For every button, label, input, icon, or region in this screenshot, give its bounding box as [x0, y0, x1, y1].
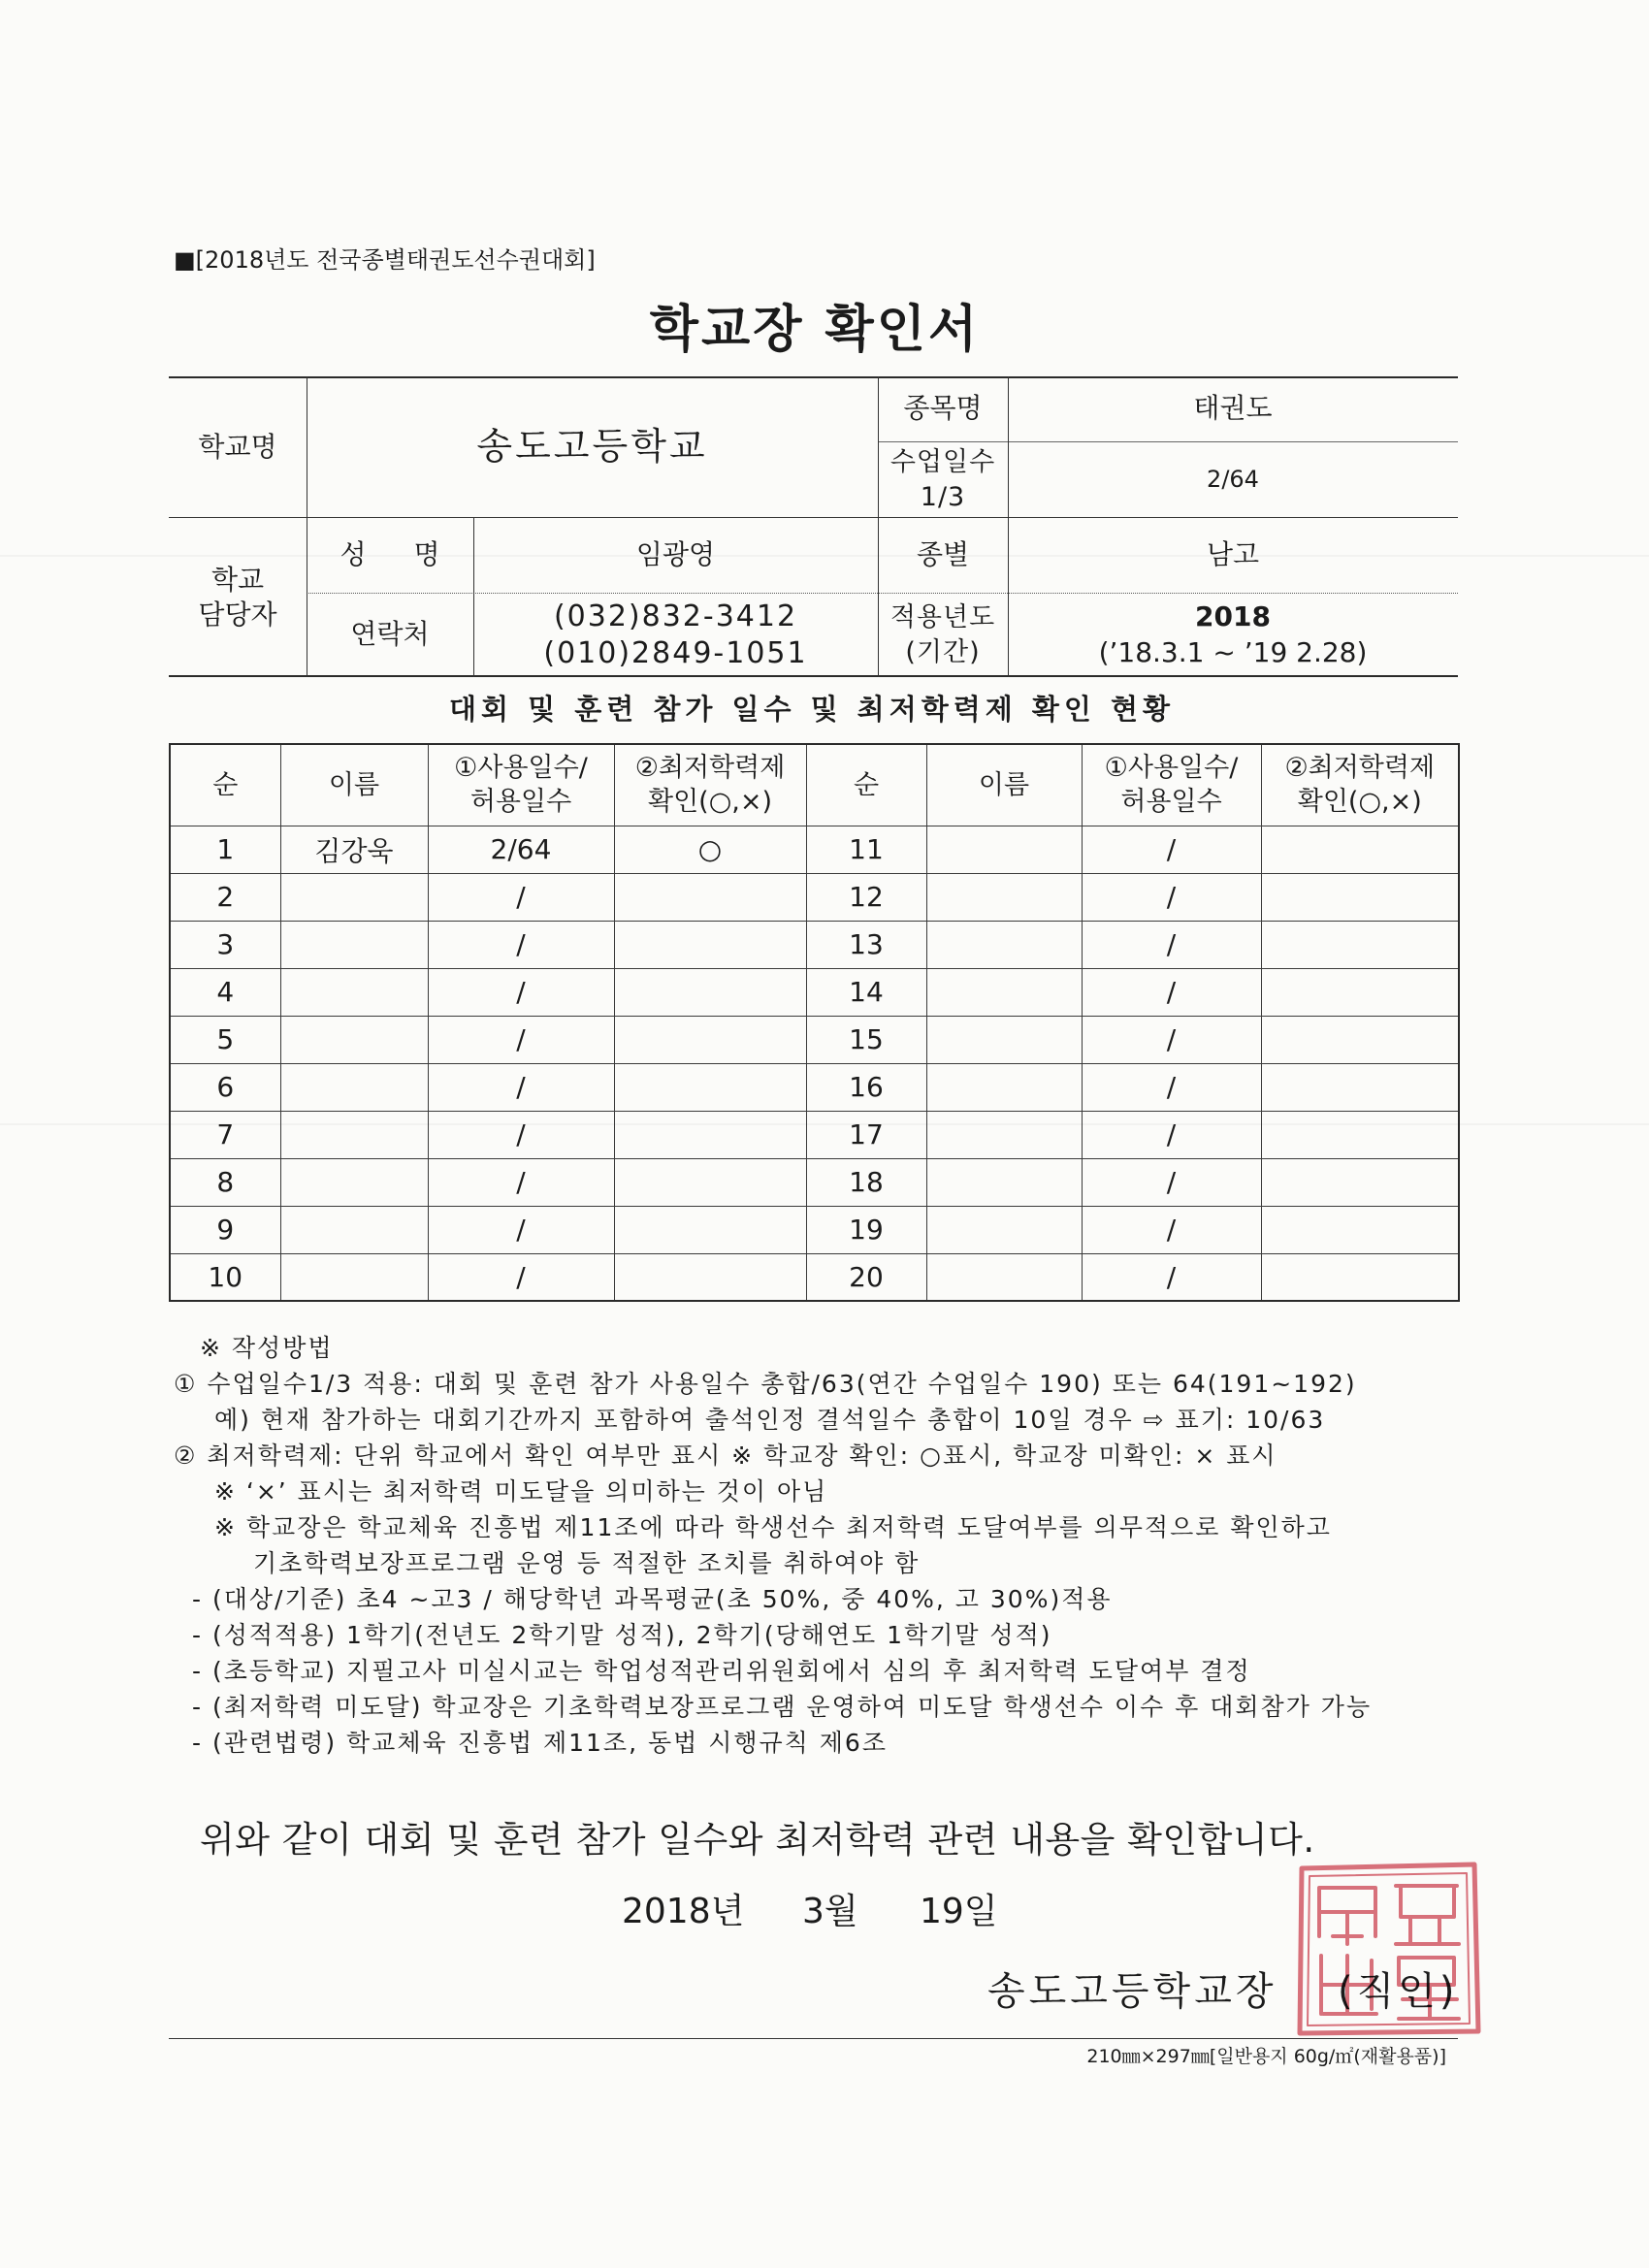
instructions-heading: ※ 작성방법 — [200, 1334, 334, 1362]
row-number: 17 — [806, 1111, 926, 1158]
row-number: 18 — [806, 1158, 926, 1206]
manager-label-line1: 학교 — [210, 563, 265, 596]
phone-mobile: (010)2849-1051 — [543, 635, 808, 670]
min-academic-check-cell — [1261, 1063, 1459, 1111]
note-line: ① 수업일수1/3 적용: 대회 및 훈련 참가 사용일수 총합/63(연간 수업일수 190) 또는 64(191~192) — [174, 1370, 1357, 1398]
table-header-row — [170, 744, 1459, 826]
days-used-cell: / — [1082, 1253, 1261, 1301]
days-used-cell: / — [428, 1206, 614, 1253]
min-academic-check-cell — [614, 1206, 806, 1253]
min-academic-check-cell — [1261, 1016, 1459, 1063]
days-used-cell: / — [1082, 1158, 1261, 1206]
contact-value — [473, 593, 878, 677]
days-used-cell: / — [428, 873, 614, 921]
date-day: 19일 — [920, 1892, 998, 1931]
min-academic-check-cell — [614, 1158, 806, 1206]
header-days — [1082, 744, 1261, 826]
student-name-cell — [280, 1206, 428, 1253]
note-line: 기초학력보장프로그램 운영 등 적절한 조치를 취하여야 함 — [253, 1549, 921, 1577]
min-academic-check-cell — [1261, 873, 1459, 921]
row-number: 6 — [170, 1063, 280, 1111]
student-name-cell — [280, 921, 428, 968]
row-number: 19 — [806, 1206, 926, 1253]
table-row — [170, 1253, 1459, 1301]
school-info-table — [169, 376, 1458, 677]
status-section-title: 대회 및 훈련 참가 일수 및 최저학력제 확인 현황 — [448, 693, 1176, 726]
row-number: 13 — [806, 921, 926, 968]
note-line: - (대상/기준) 초4 ~고3 / 해당학년 과목평균(초 50%, 중 40%, 고 30%)적용 — [192, 1585, 1113, 1613]
note-line: - (성적적용) 1학기(전년도 2학기말 성적), 2학기(당해연도 1학기말 성적) — [192, 1621, 1052, 1649]
min-academic-check-cell — [614, 921, 806, 968]
student-name-cell — [926, 826, 1082, 873]
student-name-cell: 김강욱 — [280, 826, 428, 873]
days-used-cell: / — [1082, 921, 1261, 968]
days-used-cell: / — [1082, 968, 1261, 1016]
days-used-cell: / — [428, 1063, 614, 1111]
days-used-cell: 2/64 — [428, 826, 614, 873]
row-number: 12 — [806, 873, 926, 921]
header-days-line2: 허용일수 — [1120, 787, 1222, 818]
table-row — [170, 1063, 1459, 1111]
row-number: 16 — [806, 1063, 926, 1111]
manager-label-line2: 담당자 — [198, 599, 277, 631]
school-name-value: 송도고등학교 — [476, 425, 708, 469]
days-used-cell: / — [1082, 873, 1261, 921]
days-used-cell: / — [428, 1158, 614, 1206]
min-academic-check-cell — [1261, 1206, 1459, 1253]
student-name-cell — [280, 1063, 428, 1111]
student-name-cell — [926, 1016, 1082, 1063]
min-academic-check-cell: ○ — [614, 826, 806, 873]
min-academic-check-cell — [614, 1253, 806, 1301]
header-days-line1: ①사용일수/ — [454, 753, 588, 784]
note-line: ② 최저학력제: 단위 학교에서 확인 여부만 표시 ※ 학교장 확인: ○표시, 학교장 미확인: × 표시 — [174, 1442, 1277, 1470]
row-number: 8 — [170, 1158, 280, 1206]
sport-value: 태권도 — [1193, 392, 1273, 425]
row-number: 15 — [806, 1016, 926, 1063]
student-name-cell — [280, 1111, 428, 1158]
min-academic-check-cell — [1261, 826, 1459, 873]
student-name-cell — [280, 968, 428, 1016]
table-row — [170, 1016, 1459, 1063]
note-line: ※ 학교장은 학교체육 진흥법 제11조에 따라 학생선수 최저학력 도달여부를 의무적으로 확인하고 — [214, 1513, 1332, 1541]
year-value — [1008, 593, 1458, 677]
row-number: 4 — [170, 968, 280, 1016]
row-number: 11 — [806, 826, 926, 873]
row-number: 1 — [170, 826, 280, 873]
min-academic-check-cell — [1261, 1111, 1459, 1158]
category-label: 종별 — [916, 538, 970, 571]
days-used-cell: / — [1082, 1111, 1261, 1158]
date-month: 3월 — [802, 1892, 858, 1931]
bottom-rule — [169, 2038, 1458, 2039]
principal-signature: 송도고등학교장 — [987, 1969, 1277, 2014]
min-academic-check-cell — [1261, 1253, 1459, 1301]
note-line: ※ ‘×’ 표시는 최저학력 미도달을 의미하는 것이 아님 — [214, 1477, 828, 1506]
header-days-line1: ①사용일수/ — [1104, 753, 1239, 784]
days-used-cell: / — [428, 1016, 614, 1063]
row-number: 5 — [170, 1016, 280, 1063]
table-row — [170, 1206, 1459, 1253]
manager-label — [169, 518, 307, 677]
table-row — [170, 921, 1459, 968]
student-name-cell — [280, 1253, 428, 1301]
sport-label: 종목명 — [903, 392, 983, 425]
student-name-cell — [926, 968, 1082, 1016]
row-number: 2 — [170, 873, 280, 921]
student-name-cell — [926, 921, 1082, 968]
header-no: 순 — [170, 744, 280, 826]
header-name: 이름 — [280, 744, 428, 826]
category-value: 남고 — [1206, 538, 1260, 571]
school-days-label — [878, 441, 1008, 518]
row-number: 3 — [170, 921, 280, 968]
min-academic-check-cell — [1261, 968, 1459, 1016]
school-days-value: 2/64 — [1207, 465, 1259, 493]
seal-label: (직인) — [1338, 1969, 1459, 2014]
person-name-label: 성 명 — [340, 538, 440, 571]
days-used-cell: / — [428, 968, 614, 1016]
days-used-cell: / — [428, 1111, 614, 1158]
school-name-label: 학교명 — [198, 430, 277, 463]
row-number: 7 — [170, 1111, 280, 1158]
header-check-line2: 확인(○,×) — [648, 787, 772, 818]
header-check-line1: ②최저학력제 — [634, 753, 786, 784]
year-label — [878, 593, 1008, 677]
year-number: 2018 — [1195, 600, 1271, 633]
header-no: 순 — [806, 744, 926, 826]
paper-spec-footer: 210㎜×297㎜[일반용지 60g/㎡(재활용품)] — [1086, 2046, 1446, 2067]
table-row — [170, 873, 1459, 921]
document-title: 학교장 확인서 — [649, 301, 981, 359]
instructions-block — [174, 1330, 1609, 1761]
student-name-cell — [926, 1111, 1082, 1158]
note-line: - (최저학력 미도달) 학교장은 기초학력보장프로그램 운영하여 미도달 학생선수 이수 후 대회참가 가능 — [192, 1693, 1373, 1721]
table-row — [170, 968, 1459, 1016]
min-academic-check-cell — [614, 968, 806, 1016]
note-line: 예) 현재 참가하는 대회기간까지 포함하여 출석인정 결석일수 총합이 10일 경우 ⇨ 표기: 10/63 — [214, 1406, 1326, 1434]
note-line: - (초등학교) 지필고사 미실시교는 학업성적관리위원회에서 심의 후 최저학력 도달여부 결정 — [192, 1657, 1251, 1685]
student-name-cell — [926, 873, 1082, 921]
participation-status-table — [169, 743, 1460, 1302]
event-header-label: ■[2018년도 전국종별태권도선수권대회] — [174, 246, 596, 274]
days-used-cell: / — [1082, 1206, 1261, 1253]
min-academic-check-cell — [614, 1063, 806, 1111]
header-days-line2: 허용일수 — [469, 787, 572, 818]
header-check-line2: 확인(○,×) — [1297, 787, 1422, 818]
table-row — [170, 1111, 1459, 1158]
student-name-cell — [280, 1158, 428, 1206]
days-used-cell: / — [1082, 1016, 1261, 1063]
student-name-cell — [280, 873, 428, 921]
note-line: - (관련법령) 학교체육 진흥법 제11조, 동법 시행규칙 제6조 — [192, 1729, 888, 1757]
min-academic-check-cell — [1261, 1158, 1459, 1206]
confirmation-statement: 위와 같이 대회 및 훈련 참가 일수와 최저학력 관련 내용을 확인합니다. — [200, 1819, 1315, 1861]
header-name: 이름 — [926, 744, 1082, 826]
student-name-cell — [280, 1016, 428, 1063]
min-academic-check-cell — [1261, 921, 1459, 968]
days-used-cell: / — [1082, 1063, 1261, 1111]
student-name-cell — [926, 1206, 1082, 1253]
official-seal-stamp — [1294, 1859, 1483, 2038]
row-number: 10 — [170, 1253, 280, 1301]
row-number: 9 — [170, 1206, 280, 1253]
row-number: 14 — [806, 968, 926, 1016]
phone-office: (032)832-3412 — [553, 599, 798, 633]
header-check — [1261, 744, 1459, 826]
row-number: 20 — [806, 1253, 926, 1301]
year-label-line1: 적용년도 — [889, 602, 996, 633]
contact-label: 연락처 — [350, 618, 430, 651]
table-row — [170, 1158, 1459, 1206]
days-used-cell: / — [428, 921, 614, 968]
student-name-cell — [926, 1253, 1082, 1301]
days-used-cell: / — [1082, 826, 1261, 873]
year-label-line2: (기간) — [905, 636, 981, 667]
student-name-cell — [926, 1063, 1082, 1111]
header-check-line1: ②최저학력제 — [1284, 753, 1436, 784]
date-year: 2018년 — [622, 1892, 745, 1931]
days-used-cell: / — [428, 1253, 614, 1301]
min-academic-check-cell — [614, 1111, 806, 1158]
person-name-value: 임광영 — [635, 538, 716, 571]
student-name-cell — [926, 1158, 1082, 1206]
min-academic-check-cell — [614, 1016, 806, 1063]
header-check — [614, 744, 806, 826]
school-days-label-line2: 1/3 — [920, 481, 966, 512]
header-days — [428, 744, 614, 826]
year-period: (’18.3.1 ~ ’19 2.28) — [1098, 635, 1368, 668]
min-academic-check-cell — [614, 873, 806, 921]
school-days-label-line1: 수업일수 — [889, 447, 996, 478]
table-row — [170, 826, 1459, 873]
